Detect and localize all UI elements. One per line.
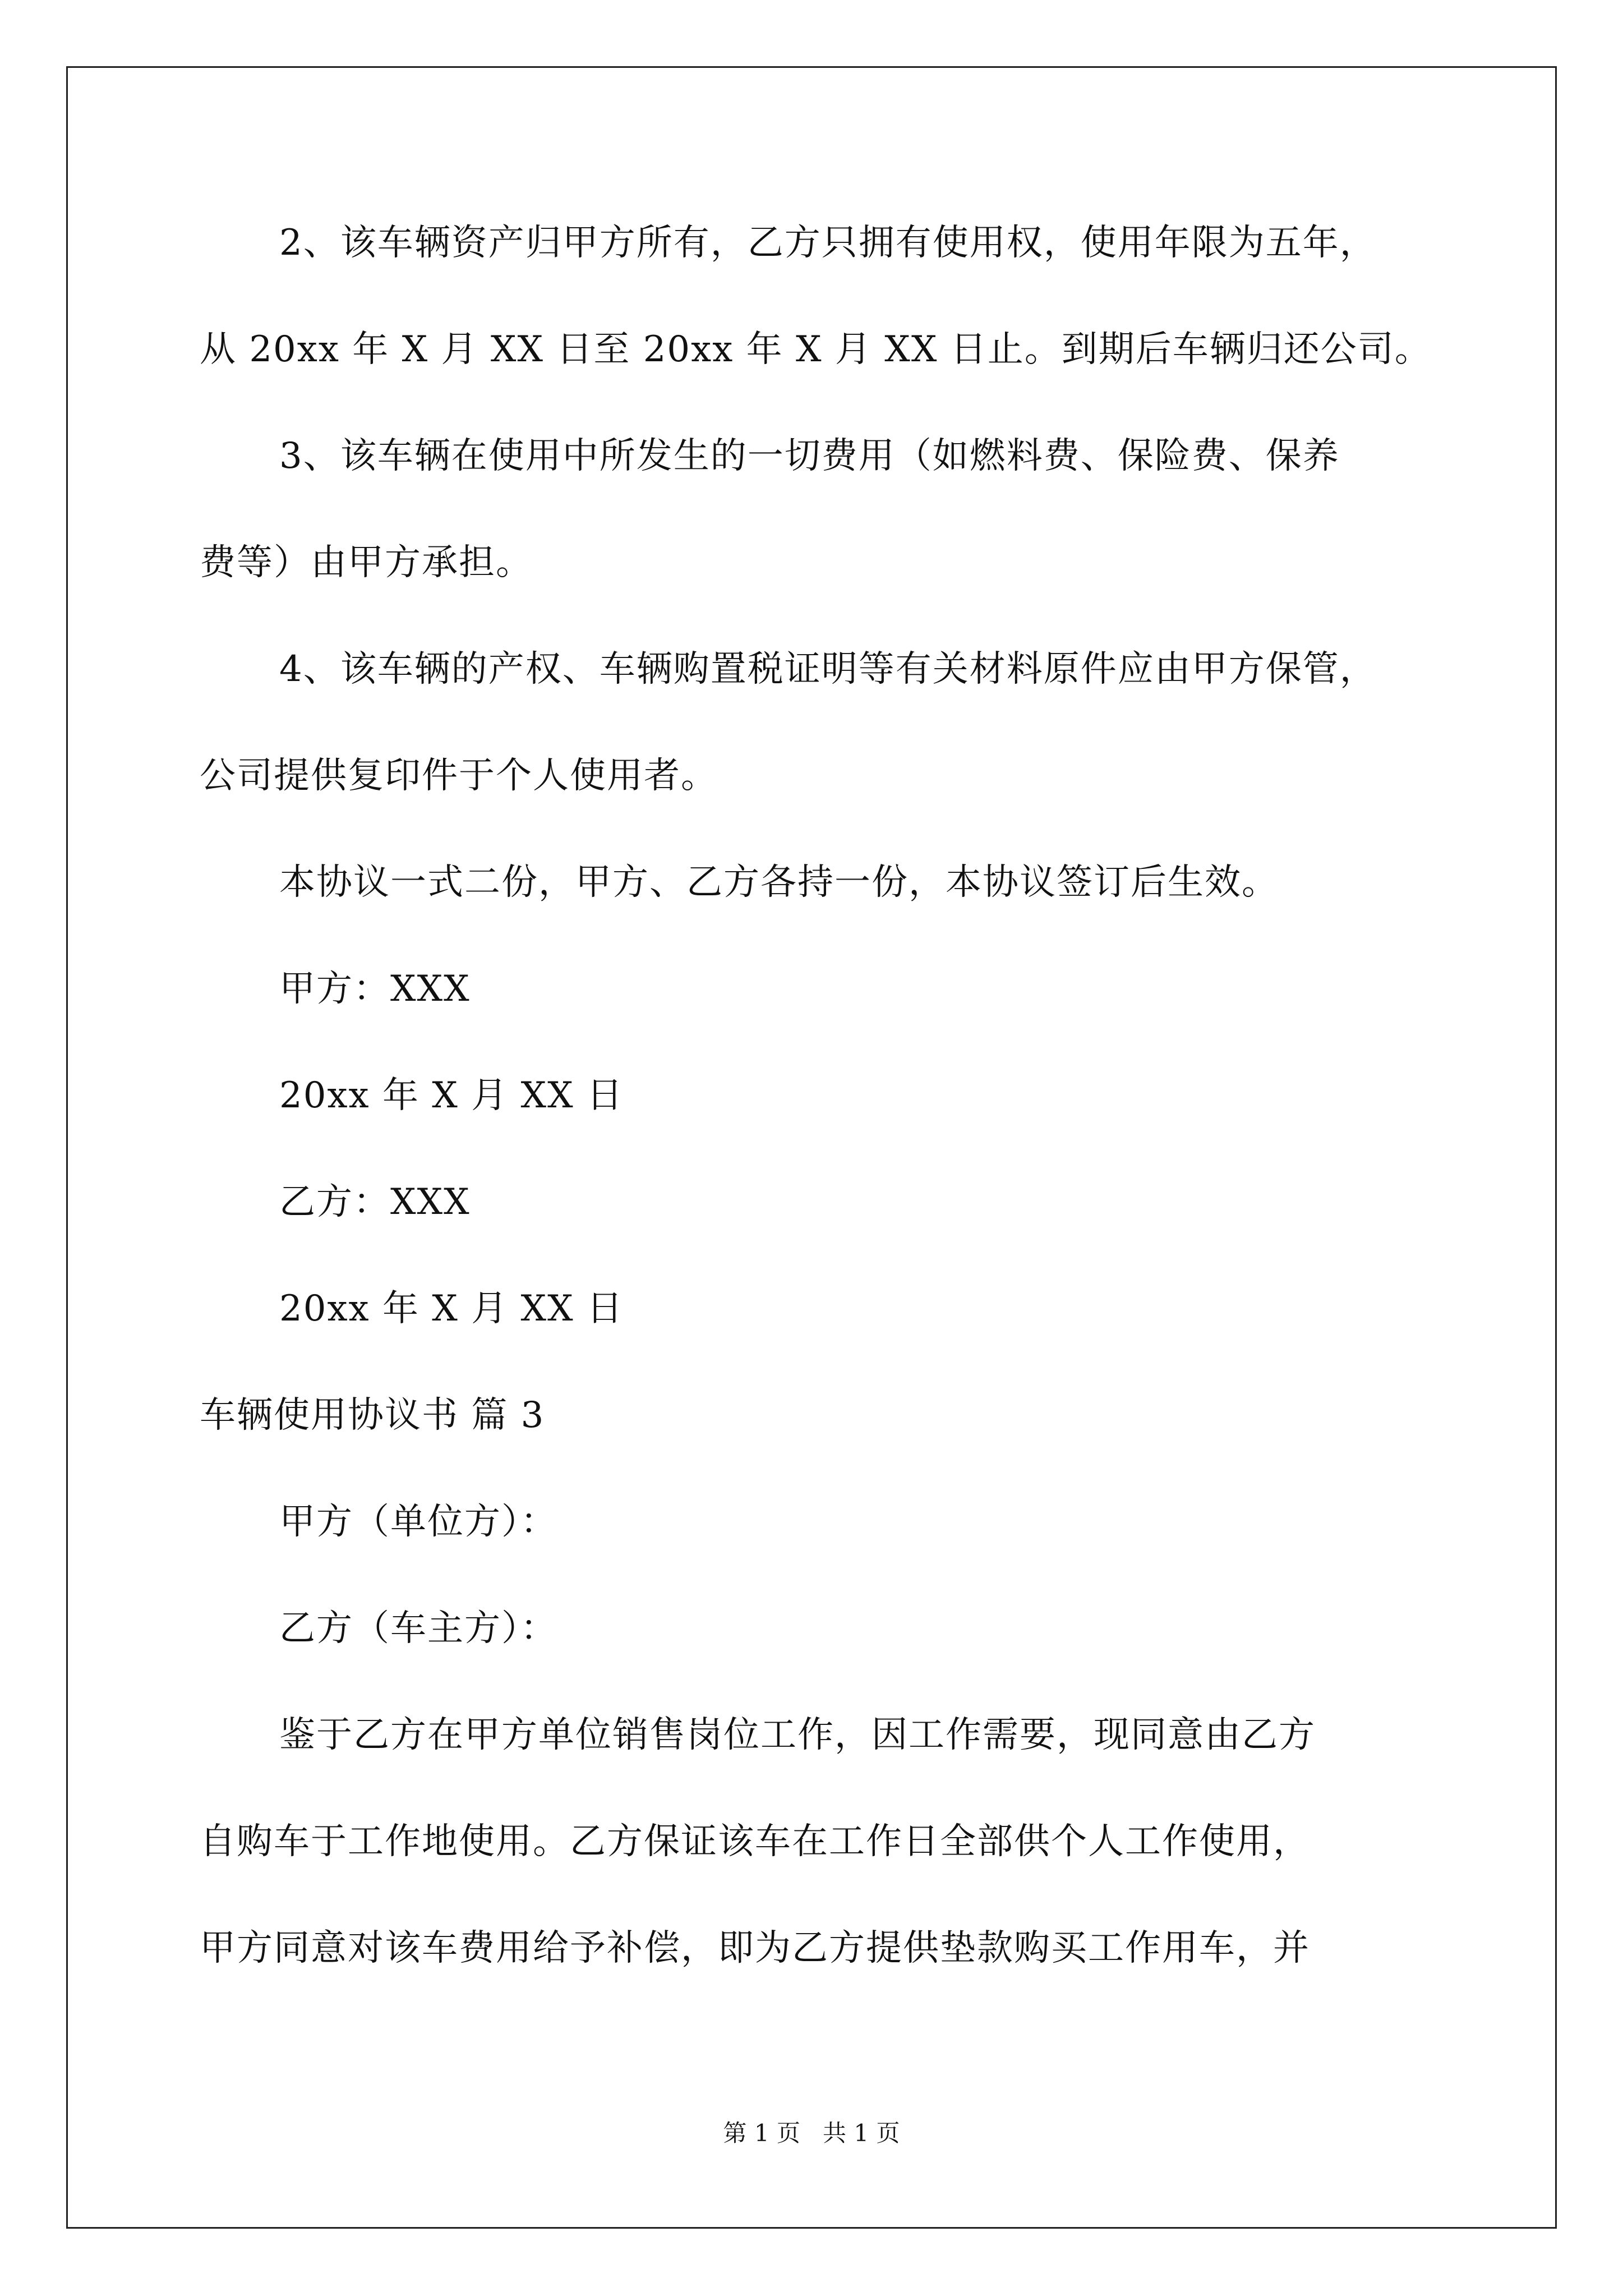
- signature-party-b: 乙方：XXX: [279, 1181, 471, 1223]
- paragraph-line: 从 20xx 年 X 月 XX 日至 20xx 年 X 月 XX 日止。到期后车辆归还公司。: [200, 329, 1432, 370]
- section-heading: 车辆使用协议书 篇 3: [200, 1395, 545, 1436]
- party-b-label: 乙方（车主方）：: [279, 1608, 557, 1649]
- paragraph-line: 3、该车辆在使用中所发生的一切费用（如燃料费、保险费、保养: [279, 435, 1340, 477]
- paragraph-line: 4、该车辆的产权、车辆购置税证明等有关材料原件应由甲方保管，: [279, 648, 1377, 690]
- signature-date-a: 20xx 年 X 月 XX 日: [279, 1075, 624, 1116]
- page-footer: 第 1 页 共 1 页: [723, 2119, 900, 2147]
- paragraph-line: 甲方同意对该车费用给予补偿，即为乙方提供垫款购买工作用车，并: [200, 1927, 1310, 1969]
- paragraph-line: 公司提供复印件于个人使用者。: [200, 755, 718, 797]
- paragraph-line: 2、该车辆资产归甲方所有，乙方只拥有使用权，使用年限为五年，: [279, 222, 1377, 264]
- paragraph-line: 费等）由甲方承担。: [200, 542, 533, 583]
- page-border: [66, 66, 1557, 2229]
- paragraph-line: 自购车于工作地使用。乙方保证该车在工作日全部供个人工作使用，: [200, 1821, 1310, 1862]
- paragraph-line: 本协议一式二份，甲方、乙方各持一份，本协议签订后生效。: [279, 862, 1279, 903]
- paragraph-line: 鉴于乙方在甲方单位销售岗位工作，因工作需要，现同意由乙方: [279, 1714, 1316, 1756]
- signature-party-a: 甲方：XXX: [279, 968, 471, 1010]
- signature-date-b: 20xx 年 X 月 XX 日: [279, 1288, 624, 1329]
- party-a-label: 甲方（单位方）：: [279, 1501, 557, 1543]
